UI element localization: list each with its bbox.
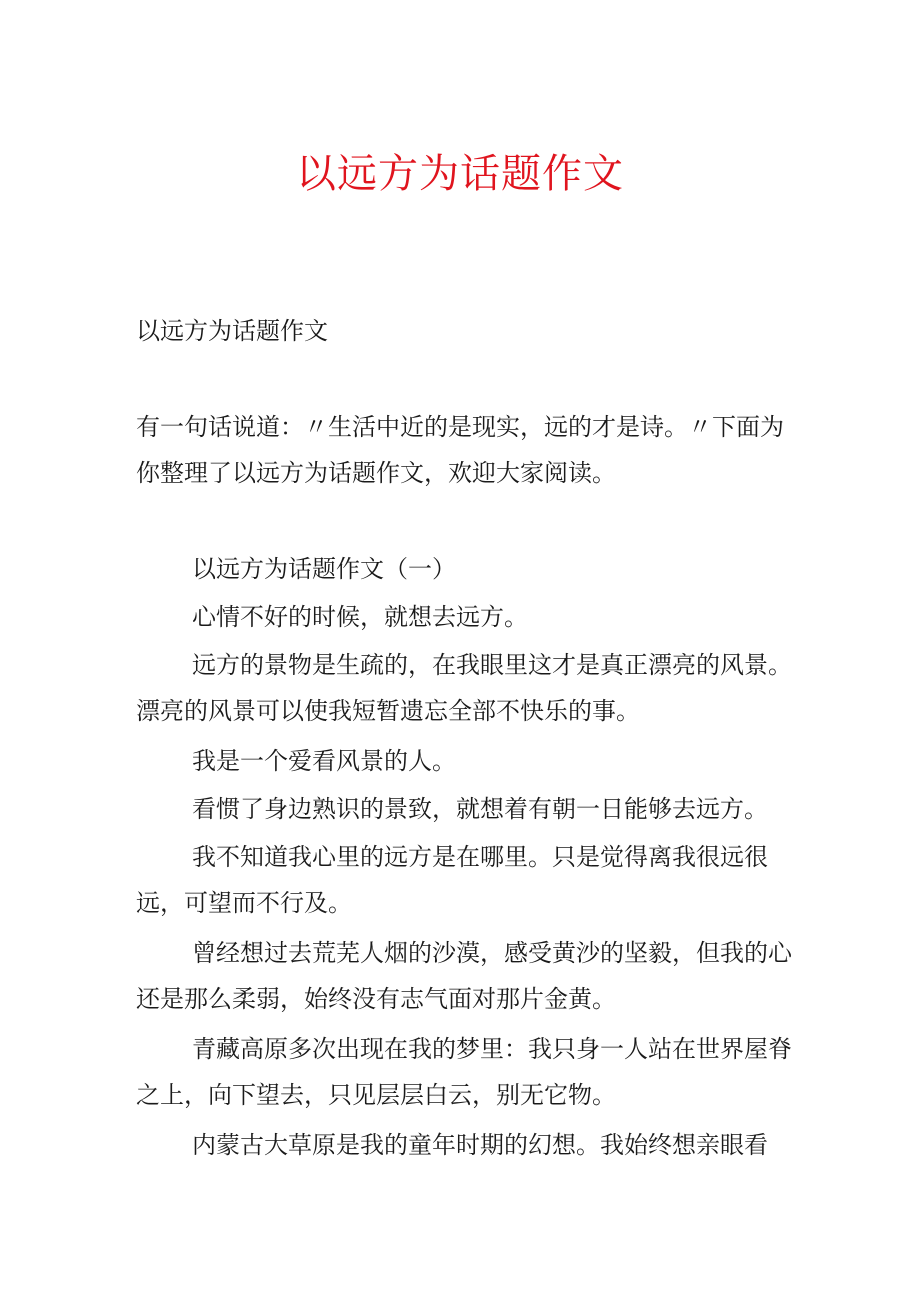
paragraph: 内蒙古大草原是我的童年时期的幻想。我始终想亲眼看 xyxy=(192,1131,768,1159)
paragraph: 曾经想过去荒芜人烟的沙漠，感受黄沙的坚毅，但我的心还是那么柔弱，始终没有志气面对那片金黄。 xyxy=(136,939,792,1013)
paragraph: 我是一个爱看风景的人。 xyxy=(192,747,456,775)
paragraph: 看惯了身边熟识的景致，就想着有朝一日能够去远方。 xyxy=(192,795,768,823)
paragraph: 心情不好的时候，就想去远方。 xyxy=(192,603,528,631)
document-title: 以远方为话题作文 xyxy=(296,151,624,197)
section-heading: 以远方为话题作文（一） xyxy=(192,555,456,583)
document-subtitle: 以远方为话题作文 xyxy=(136,317,328,345)
paragraph: 青藏高原多次出现在我的梦里：我只身一人站在世界屋脊之上，向下望去，只见层层白云，别无它物。 xyxy=(136,1035,792,1109)
intro-paragraph: 有一句话说道：〃生活中近的是现实，远的才是诗。〃下面为你整理了以远方为话题作文，欢迎大家阅读。 xyxy=(136,413,784,487)
paragraph: 远方的景物是生疏的，在我眼里这才是真正漂亮的风景。漂亮的风景可以使我短暂遗忘全部不快乐的事。 xyxy=(136,651,792,725)
paragraph: 我不知道我心里的远方是在哪里。只是觉得离我很远很远，可望而不行及。 xyxy=(136,843,768,917)
